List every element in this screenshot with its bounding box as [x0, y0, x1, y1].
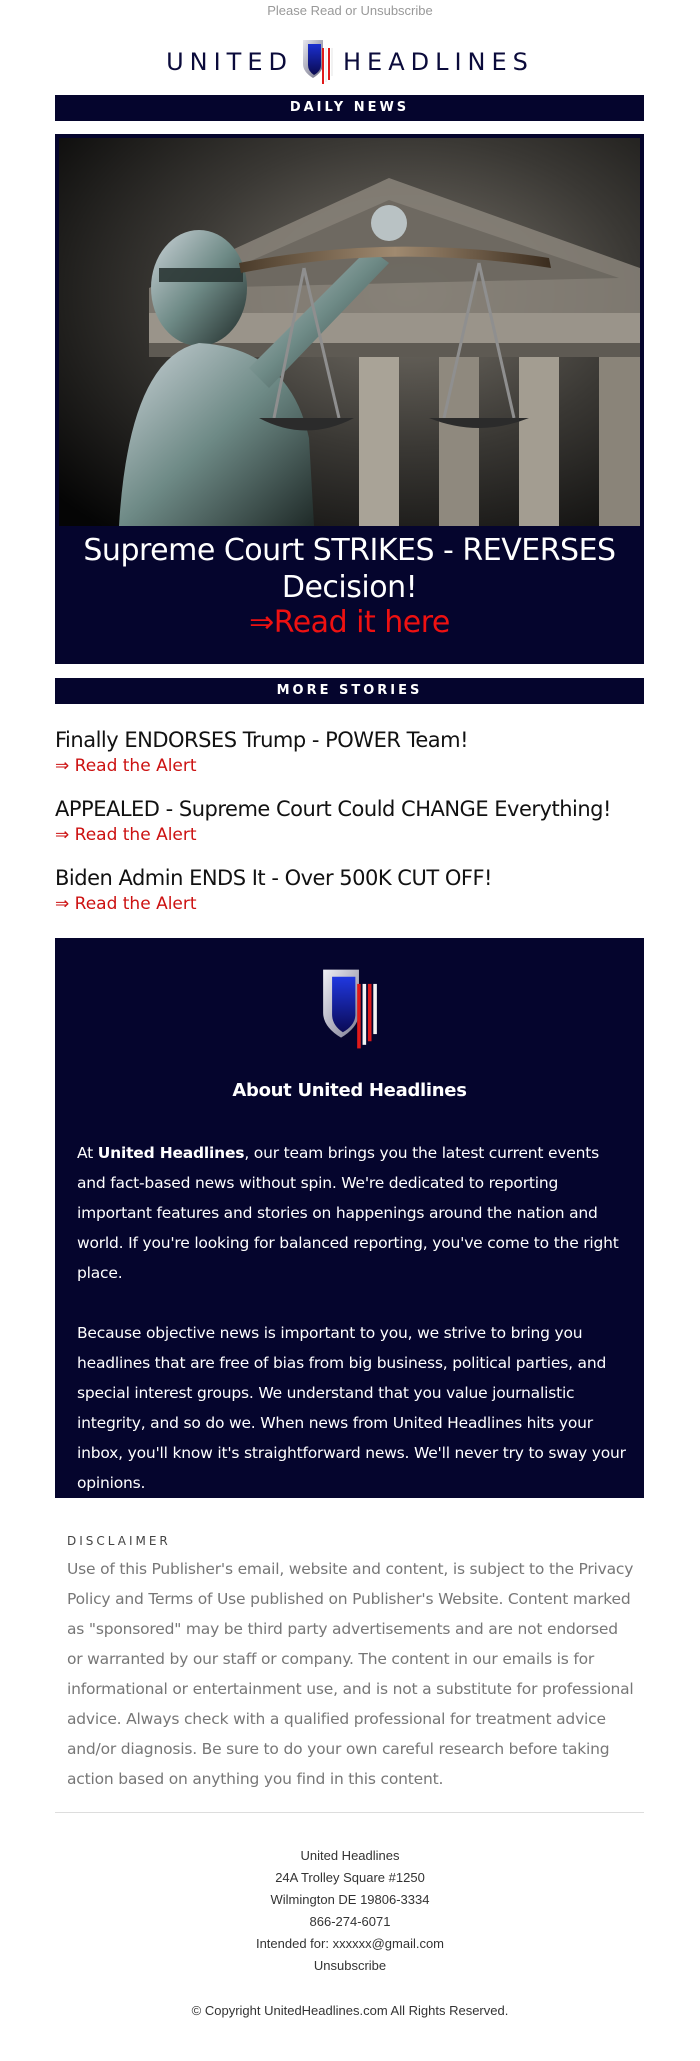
about-paragraph-1: At United Headlines, our team brings you the latest current events and fact-based news without spin. We're dedicated to reporting important features and stories on happenings around the nation and world. If you're looking for balanced reporting, you've come to the right place. [77, 1144, 619, 1282]
disclaimer-label: DISCLAIMER [67, 1534, 171, 1548]
about-section [55, 938, 644, 1498]
story-list [55, 725, 655, 932]
footer-company: United Headlines [300, 1848, 400, 1863]
daily-news-bar: DAILY NEWS [55, 95, 644, 121]
story-read-alert-link[interactable]: ⇒ Read the Alert [55, 894, 197, 914]
footer-address-line-1: 24A Trolley Square #1250 [275, 1870, 425, 1885]
brand-name-bold: United Headlines [97, 1144, 245, 1162]
about-emblem [55, 966, 644, 1052]
about-paragraph-2: Because objective news is important to you, we strive to bring you headlines that are free of bias from big business, political parties, and special interest groups. We understand that you value journalistic integrity, and so do we. When news from United Headlines hits your inbox, you'll know it's straightforward news. We'll never try to sway your opinions. [77, 1324, 626, 1492]
lady-justice-scales-image[interactable] [59, 138, 640, 526]
story-headline[interactable]: Biden Admin ENDS It - Over 500K CUT OFF! [55, 866, 492, 890]
about-heading: About United Headlines [232, 1080, 467, 1101]
story-read-alert-link[interactable]: ⇒ Read the Alert [55, 756, 197, 776]
disclaimer-text: Use of this Publisher's email, website and content, is subject to the Privacy Policy and Terms of Use published on Publisher's Website. Content marked as "sponsored" may be third party advertisements and are not endorsed or warranted by our staff or company. The content in our emails is for informational or entertainment use, and is not a substitute for professional advice. Always check with a qualified professional for treatment advice and/or diagnosis. Be sure to do your own careful research before taking action based on anything you find in this content. [67, 1560, 634, 1788]
brand-logo[interactable] [0, 38, 700, 86]
story-item [55, 794, 655, 863]
hero-headline[interactable]: Supreme Court STRIKES - REVERSES Decision! [83, 533, 616, 605]
copyright: © Copyright UnitedHeadlines.com All Rights Reserved. [191, 2003, 509, 2018]
footer [0, 1845, 700, 1977]
shield-flag-icon [301, 38, 335, 86]
logo-word-headlines: HEADLINES [342, 48, 534, 76]
hero-story[interactable] [55, 134, 644, 664]
shield-flag-icon [318, 966, 382, 1052]
footer-intended-for: Intended for: xxxxxx@gmail.com [255, 1936, 445, 1951]
story-item [55, 863, 655, 932]
disclaimer [67, 1534, 637, 1794]
story-item [55, 725, 655, 794]
about-body [77, 1138, 627, 1528]
story-headline[interactable]: APPEALED - Supreme Court Could CHANGE Everything! [55, 797, 611, 821]
story-headline[interactable]: Finally ENDORSES Trump - POWER Team! [55, 728, 469, 752]
story-read-alert-link[interactable]: ⇒ Read the Alert [55, 825, 197, 845]
logo-word-united: UNITED [166, 48, 293, 76]
footer-unsubscribe-link[interactable]: Unsubscribe [313, 1958, 387, 1973]
more-stories-bar: MORE STORIES [55, 678, 644, 704]
footer-address-line-2: Wilmington DE 19806-3334 [270, 1892, 430, 1907]
hero-read-link[interactable]: ⇒Read it here [249, 605, 450, 640]
preheader-unsubscribe-link[interactable]: Please Read or Unsubscribe [267, 3, 433, 18]
footer-phone: 866-274-6071 [309, 1914, 391, 1929]
footer-divider [55, 1812, 644, 1813]
